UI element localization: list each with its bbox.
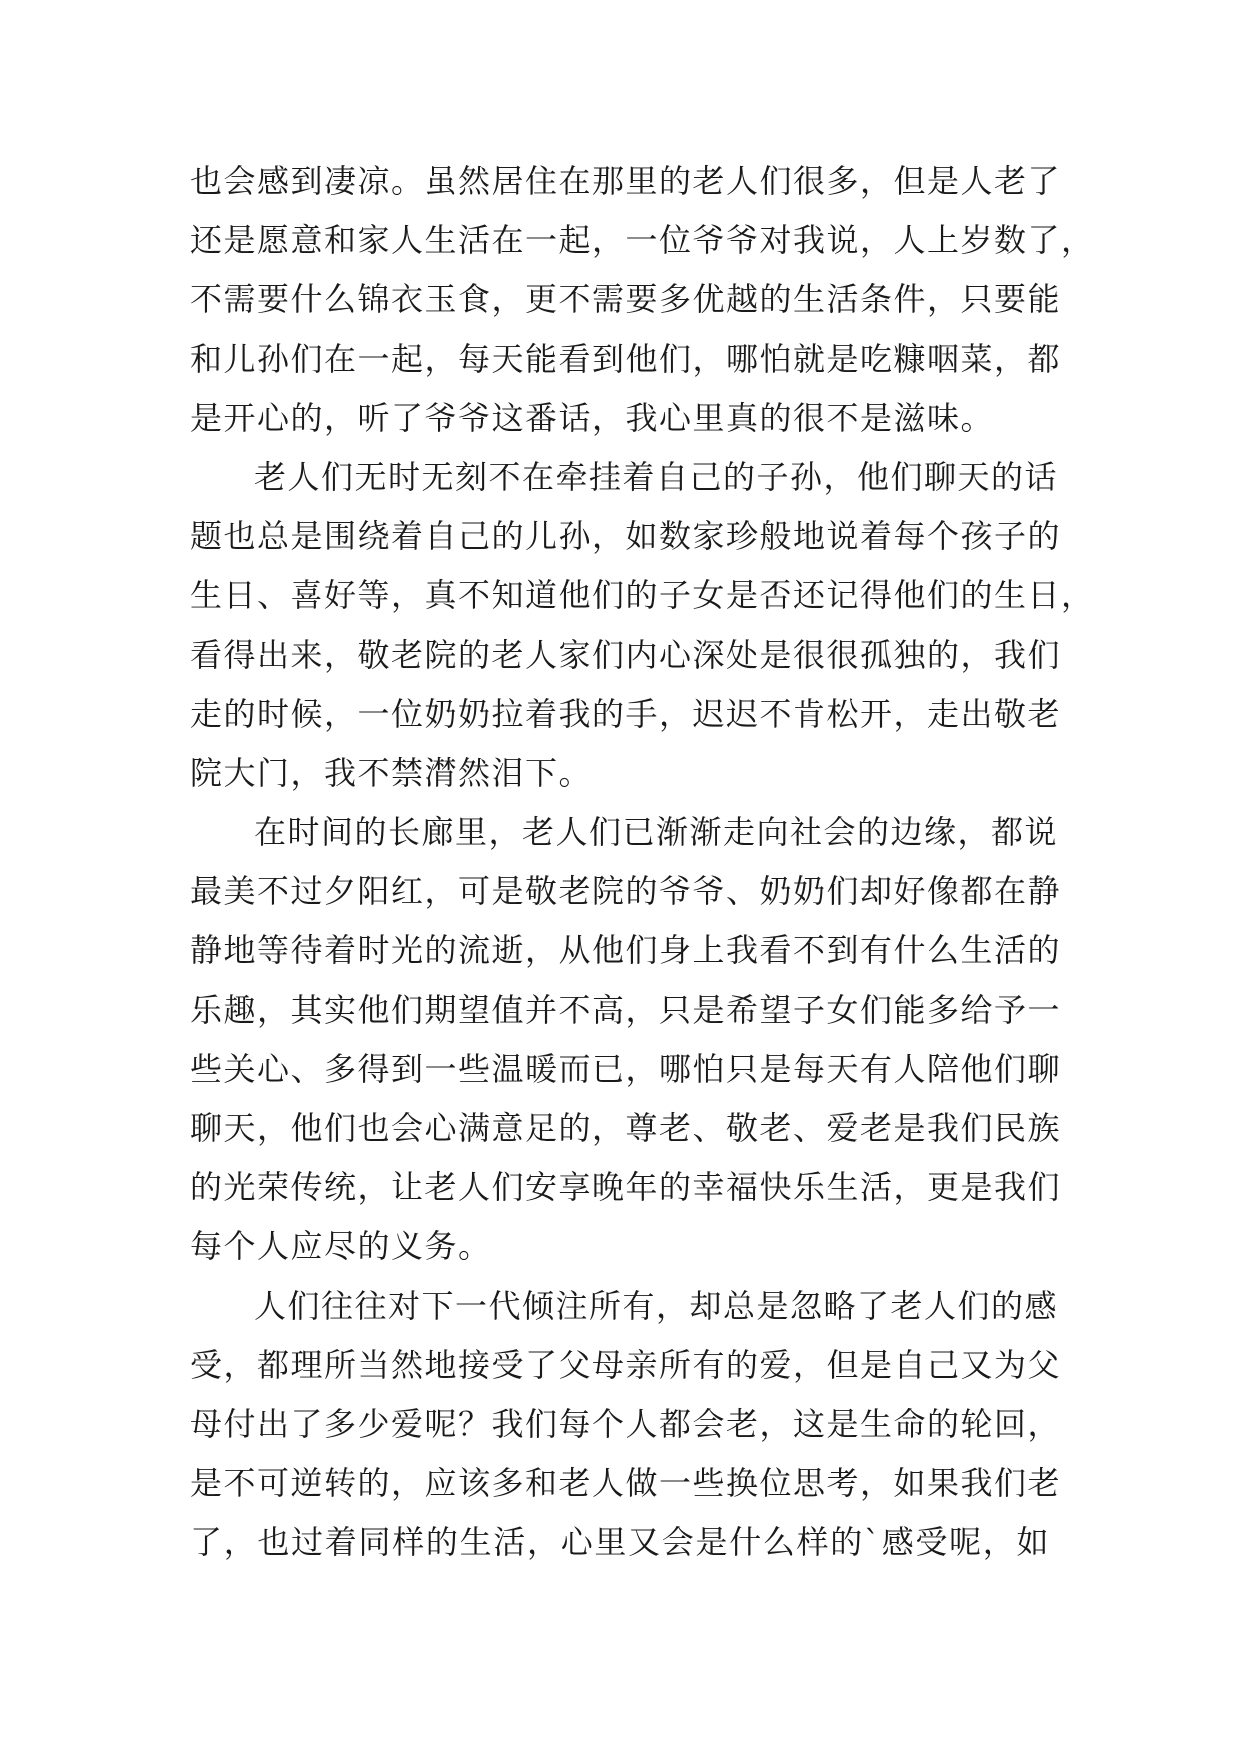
text-line: 母付出了多少爱呢？我们每个人都会老，这是生命的轮回， — [190, 1404, 1062, 1443]
text-line: 也会感到凄凉。虽然居住在那里的老人们很多，但是人老了 — [190, 162, 1062, 200]
text-line: 院大门，我不禁潸然泪下。 — [190, 753, 593, 792]
text-line: 静地等待着时光的流逝，从他们身上我看不到有什么生活的 — [190, 931, 1062, 970]
text-line: 走的时候，一位奶奶拉着我的手，迟迟不肯松开，走出敬老 — [190, 694, 1062, 733]
text-line: 些关心、多得到一些温暖而已，哪怕只是每天有人陪他们聊 — [190, 1049, 1062, 1088]
paragraph-4 — [190, 1277, 1062, 1573]
text-line: 聊天，他们也会心满意足的，尊老、敬老、爱老是我们民族 — [190, 1109, 1062, 1147]
text-line: 人们往往对下一代倾注所有，却总是忽略了老人们的感 — [254, 1286, 1059, 1325]
text-line: 是开心的，听了爷爷这番话，我心里真的很不是滋味。 — [190, 398, 995, 437]
text-line: 看得出来，敬老院的老人家们内心深处是很很孤独的，我们 — [190, 635, 1062, 674]
text-line: 的光荣传统，让老人们安享晚年的幸福快乐生活，更是我们 — [190, 1168, 1062, 1207]
text-line: 老人们无时无刻不在牵挂着自己的子孙，他们聊天的话 — [254, 457, 1059, 496]
text-line: 最美不过夕阳红，可是敬老院的爷爷、奶奶们却好像都在静 — [190, 872, 1062, 911]
text-line: 受，都理所当然地接受了父母亲所有的爱，但是自己又为父 — [190, 1345, 1062, 1384]
paragraph-3 — [190, 803, 1062, 1277]
body-text — [190, 152, 1095, 1573]
text-line: 每个人应尽的义务。 — [190, 1227, 492, 1266]
text-line: 和儿孙们在一起，每天能看到他们，哪怕就是吃糠咽菜，都 — [190, 339, 1062, 378]
paragraph-2 — [190, 448, 1095, 803]
text-line: 生日、喜好等，真不知道他们的子女是否还记得他们的生日， — [190, 576, 1095, 615]
text-line: 是不可逆转的，应该多和老人做一些换位思考，如果我们老 — [190, 1464, 1062, 1503]
text-line: 不需要什么锦衣玉食，更不需要多优越的生活条件，只要能 — [190, 280, 1062, 319]
text-line: 题也总是围绕着自己的儿孙，如数家珍般地说着每个孩子的 — [190, 517, 1062, 556]
text-line: 在时间的长廊里，老人们已渐渐走向社会的边缘，都说 — [254, 813, 1059, 852]
paragraph-1 — [190, 152, 1095, 448]
text-line: 乐趣，其实他们期望值并不高，只是希望子女们能多给予一 — [190, 990, 1062, 1029]
text-line: 了，也过着同样的生活，心里又会是什么样的`感受呢，如 — [190, 1523, 1050, 1562]
text-line: 还是愿意和家人生活在一起，一位爷爷对我说，人上岁数了， — [190, 221, 1095, 260]
